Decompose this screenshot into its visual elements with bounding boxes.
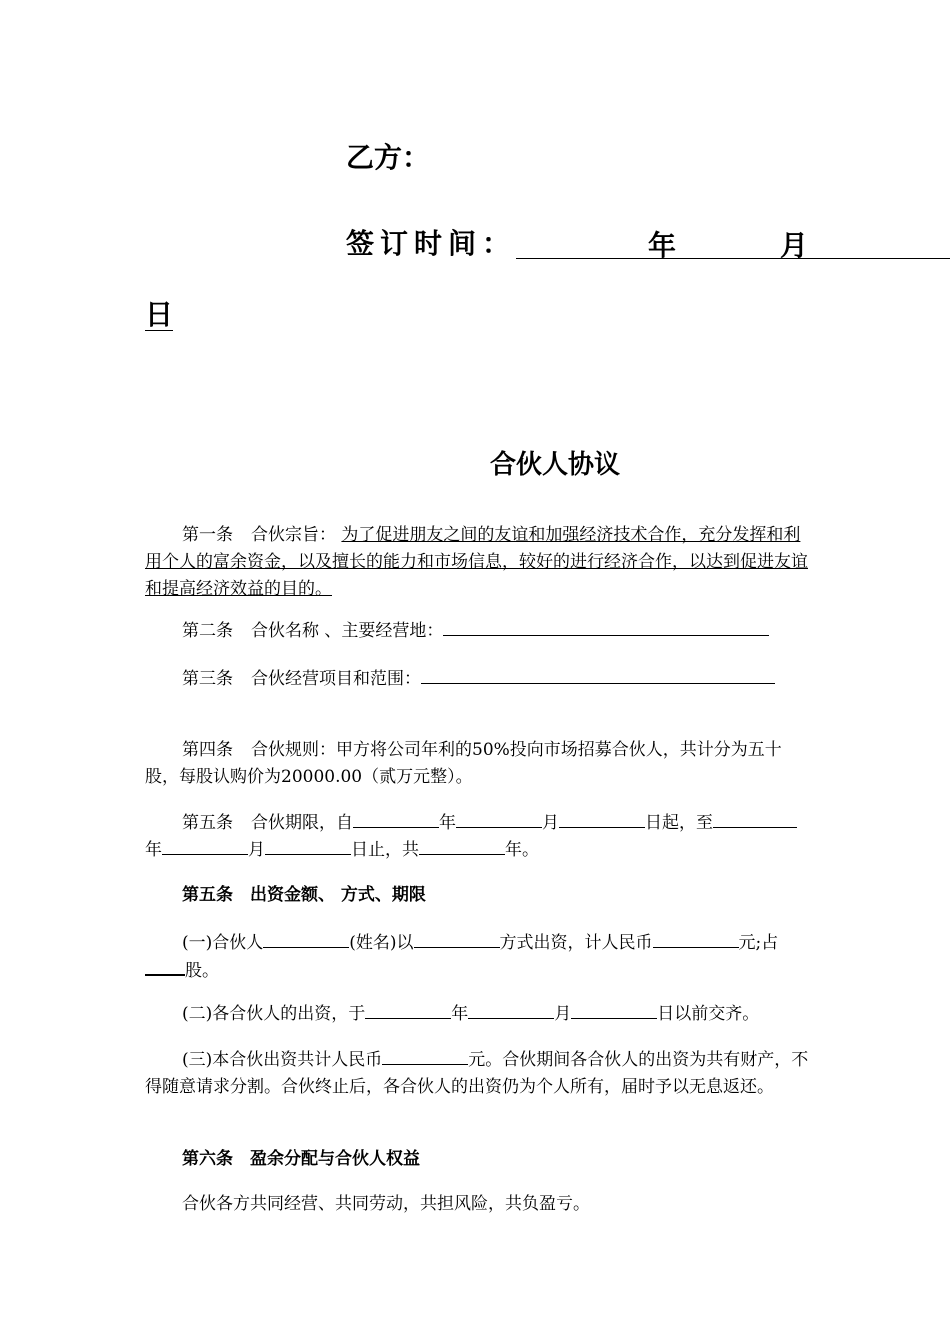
clause-1-partner-label: (一)合伙人 [182,933,264,953]
sign-month-label: 月 [780,229,815,262]
article-2-num: 第二条 [182,621,233,641]
article-2-blank [443,618,769,636]
term-end-month-label: 月 [248,840,265,860]
article-2 [145,618,809,645]
term-year-blank [353,810,439,828]
term-day-from-label: 日起，至 [645,813,713,833]
article-1 [145,522,809,603]
contribution-amount-blank [653,930,739,948]
payment-month-label: 月 [554,1004,572,1024]
term-end-day-label: 日止，共 [351,840,419,860]
article-4-text: 合伙规则：甲方将公司年利的50%投向市场招募合伙人，共计分为五十股，每股认购价为20000.00（贰万元整）。 [145,740,782,787]
clause-3-label: (三)本合伙出资共计人民币 [182,1050,383,1070]
article-5b-heading: 第五条 出资金额、 方式、期限 [182,885,426,905]
term-end-year-label: 年 [145,840,162,860]
article-6-text: 合伙各方共同经营、共同劳动，共担风险，共负盈亏。 [182,1194,590,1214]
term-end-month-blank [162,837,248,855]
article-2-label: 合伙名称 、主要经营地： [251,621,444,641]
payment-year-label: 年 [451,1004,469,1024]
contribution-method-blank [414,930,500,948]
article-6-heading: 第六条 盈余分配与合伙人权益 [182,1149,420,1169]
document-title: 合伙人协议 [490,450,621,480]
term-total-blank [419,837,505,855]
sign-day-label: 日 [145,298,174,331]
shares-blank [145,957,185,976]
article-1-num: 第一条 [182,525,233,545]
clause-3-text: 元。合伙期间各合伙人的出资为共有财产，不得随意请求分割。合伙终止后，各合伙人的出资仍为个人所有，届时予以无息返还。 [145,1050,809,1097]
clause-1-yuan-label: 元; [738,933,762,953]
article-3-blank [421,666,775,684]
clause-2 [145,1001,809,1028]
partner-name-blank [263,930,349,948]
sign-date-blank [516,229,950,262]
article-3-label: 合伙经营项目和范围： [251,669,421,689]
clause-1-method-label: 方式出资，计人民币 [499,933,653,953]
term-from-label: 合伙期限，自 [251,813,353,833]
payment-day-label: 日以前交齐。 [657,1004,760,1024]
term-end-year-blank-a [713,810,769,828]
payment-day-blank [571,1001,657,1019]
sign-time-label: 签订时间： [346,227,517,260]
party-b-label: 乙方： [346,141,431,174]
term-end-day-blank [265,837,351,855]
term-month-label: 月 [542,813,559,833]
term-end-year-blank-b [769,810,797,828]
sign-year-label: 年 [648,229,683,262]
article-5-term [145,810,809,864]
clause-2-label: (二)各合伙人的出资，于 [182,1004,366,1024]
article-5-num: 第五条 [182,813,233,833]
clause-3 [145,1047,809,1101]
clause-1 [145,930,809,985]
term-year-label: 年 [439,813,456,833]
clause-1-shares-suffix: 股。 [185,961,219,981]
article-3 [145,666,809,693]
sign-time-line [346,222,950,262]
clause-1-name-label: (姓名)以 [349,933,414,953]
payment-year-blank [365,1001,451,1019]
article-1-label: 合伙宗旨： [251,525,336,545]
clause-1-share-label: 占 [761,933,779,953]
payment-month-blank [468,1001,554,1019]
term-total-label: 年。 [505,840,539,860]
article-3-num: 第三条 [182,669,233,689]
term-day-blank [559,810,645,828]
term-month-blank [456,810,542,828]
article-4 [145,737,809,791]
total-capital-blank [382,1047,468,1065]
article-4-num: 第四条 [182,740,233,760]
article-1-text: 为了促进朋友之间的友谊和加强经济技术合作，充分发挥和利用个人的富余资金，以及擅长的能力和市场信息，较好的进行经济合作，以达到促进友谊和提高经济效益的目的。 [145,525,808,599]
